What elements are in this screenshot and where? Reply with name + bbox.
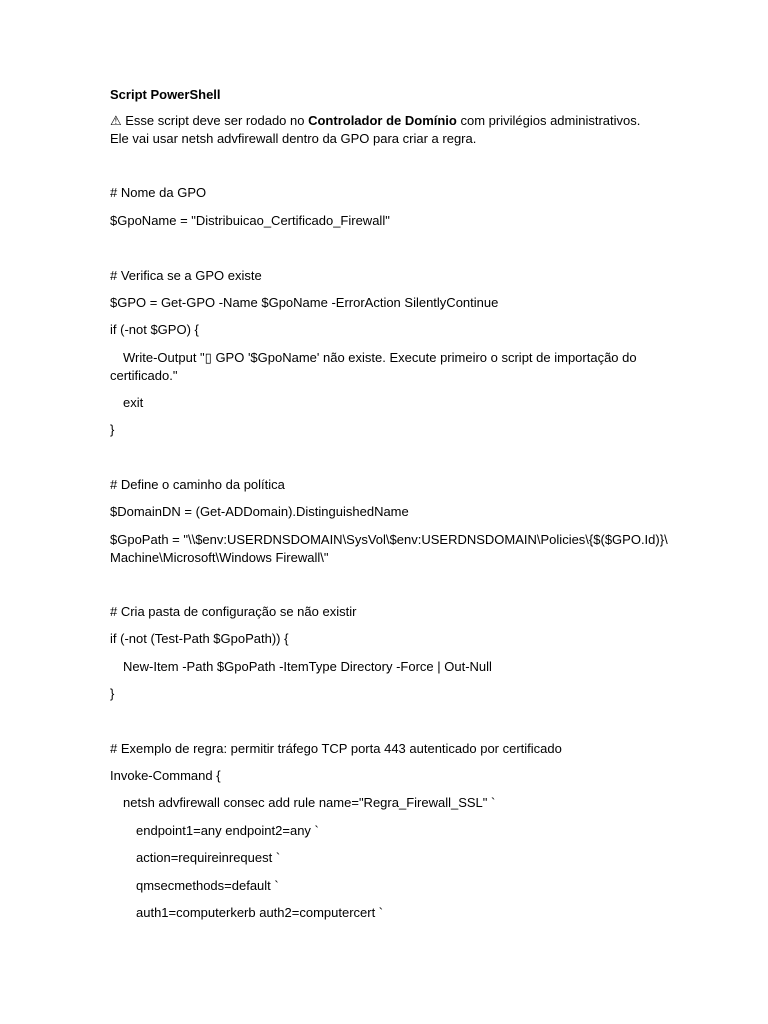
document-heading: Script PowerShell xyxy=(110,87,221,102)
code-line-new-item: New-Item -Path $GpoPath -ItemType Directory -Force | Out-Null xyxy=(123,659,492,674)
code-line-gponame: $GpoName = "Distribuicao_Certificado_Firewall" xyxy=(110,213,390,228)
code-line-write-output-cont: certificado." xyxy=(110,368,178,383)
code-line-action: action=requireinrequest ` xyxy=(136,850,281,865)
warning-prefix: ⚠ Esse script deve ser rodado no xyxy=(110,113,309,128)
code-line-close-brace-1: } xyxy=(110,422,115,437)
code-line-exit: exit xyxy=(123,395,144,410)
code-line-getgpo: $GPO = Get-GPO -Name $GpoName -ErrorAction SilentlyContinue xyxy=(110,295,499,310)
code-comment-path: # Define o caminho da política xyxy=(110,477,285,492)
code-line-gpopath: $GpoPath = "\\$env:USERDNSDOMAIN\SysVol\$env:USERDNSDOMAIN\Policies\{$($GPO.Id)}\ xyxy=(110,532,668,547)
code-line-netsh: netsh advfirewall consec add rule name="Regra_Firewall_SSL" ` xyxy=(123,795,496,810)
code-line-domaindn: $DomainDN = (Get-ADDomain).DistinguishedName xyxy=(110,504,409,519)
code-line-close-brace-2: } xyxy=(110,686,115,701)
code-line-gpopath-cont: Machine\Microsoft\Windows Firewall\" xyxy=(110,550,329,565)
warning-line-1 xyxy=(110,112,670,130)
warning-suffix: com privilégios administrativos. xyxy=(456,113,641,128)
code-line-auth: auth1=computerkerb auth2=computercert ` xyxy=(136,905,384,920)
code-line-if-not-gpo: if (-not $GPO) { xyxy=(110,322,199,337)
warning-line-2: Ele vai usar netsh advfirewall dentro da GPO para criar a regra. xyxy=(110,131,477,146)
code-comment-verify: # Verifica se a GPO existe xyxy=(110,268,262,283)
code-line-endpoints: endpoint1=any endpoint2=any ` xyxy=(136,823,319,838)
code-line-invoke-command: Invoke-Command { xyxy=(110,768,221,783)
code-comment-example-rule: # Exemplo de regra: permitir tráfego TCP porta 443 autenticado por certificado xyxy=(110,741,562,756)
code-line-qmsecmethods: qmsecmethods=default ` xyxy=(136,878,279,893)
code-comment-gpo-name: # Nome da GPO xyxy=(110,185,207,200)
code-line-write-output: Write-Output "▯ GPO '$GpoName' não existe. Execute primeiro o script de importação do xyxy=(123,350,637,365)
code-line-if-test-path: if (-not (Test-Path $GpoPath)) { xyxy=(110,631,289,646)
code-comment-create-folder: # Cria pasta de configuração se não existir xyxy=(110,604,357,619)
warning-emphasis: Controlador de Domínio xyxy=(308,113,457,128)
